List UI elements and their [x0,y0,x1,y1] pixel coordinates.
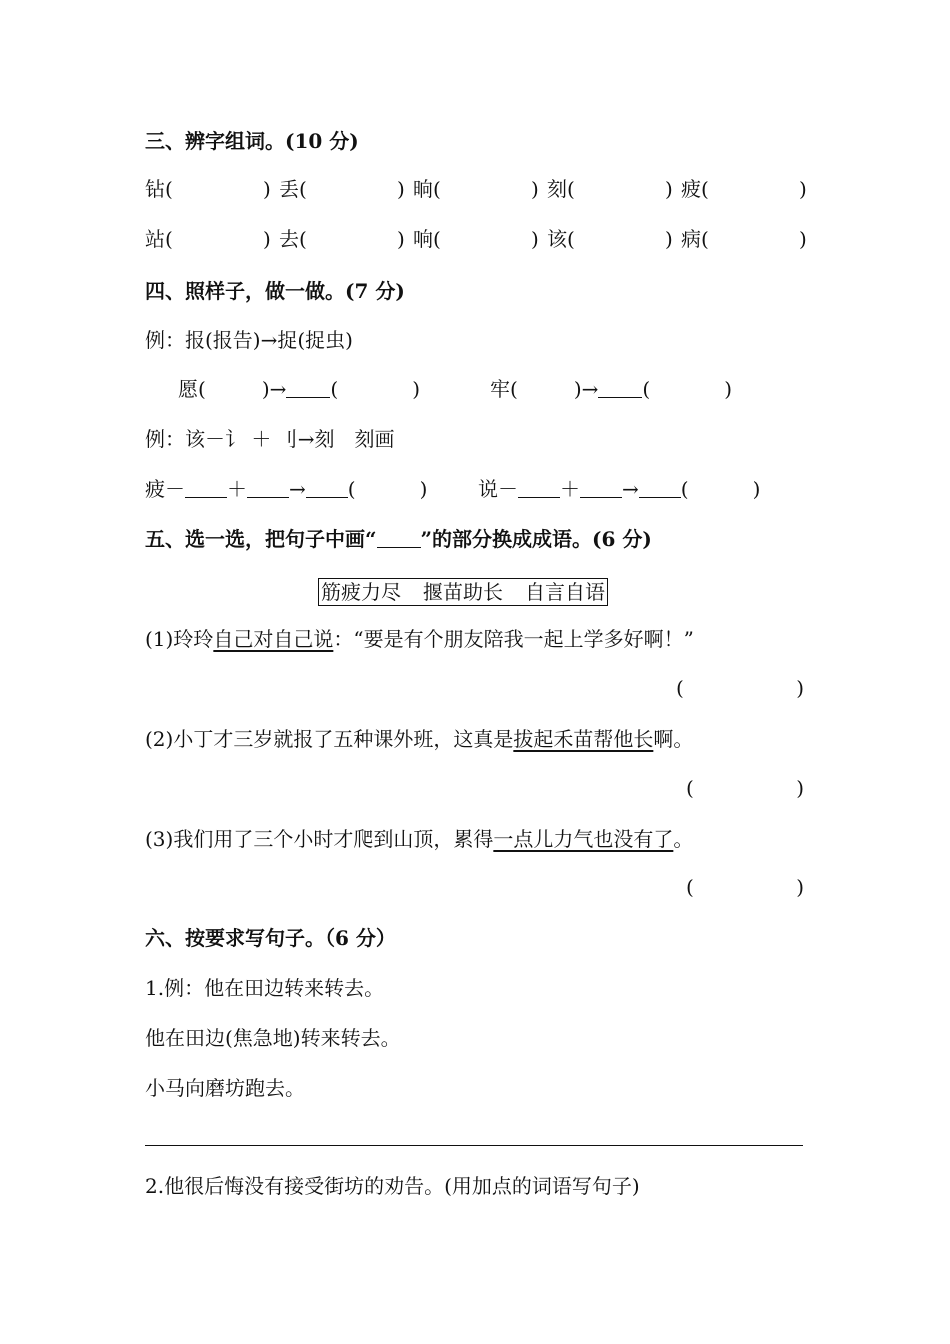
section4-item3: 疲－ ＋ → ( ) [145,477,428,501]
char-cell: 站( ) [145,227,271,251]
idiom-option: 筋疲力尽 [321,580,401,604]
section6-q1-task: 小马向磨坊跑去。 [145,1076,305,1100]
section4-example2: 例：该－讠 ＋ 刂→刻 刻画 [145,427,395,451]
section4-example1: 例：报(报告)→捉(捉虫) [145,328,353,352]
section5-heading: 五、选一选，把句子中画“ ”的部分换成成语。(6 分) [145,527,652,551]
char-cell: 晌( ) [413,177,539,201]
section6-q2: 2.他很后悔没有接受街坊的劝告。(用加点的词语写句子) [145,1174,640,1198]
section4-item1: 愿( )→ ( ) [178,377,421,401]
char-cell: 该( ) [547,227,673,251]
char-cell: 刻( ) [547,177,673,201]
section3-heading: 三、辨字组词。(10 分) [145,129,359,153]
char-cell: 响( ) [413,227,539,251]
char-cell: 去( ) [279,227,405,251]
idiom-options-box [318,578,608,606]
section4-item2: 牢( )→ ( ) [490,377,733,401]
section3-row1 [145,175,805,203]
idiom-option: 揠苗助长 [423,580,503,604]
answer-line [145,1145,803,1146]
idiom-option: 自言自语 [525,580,605,604]
sentence-2: (2)小丁才三岁就报了五种课外班，这真是拔起禾苗帮他长啊。 [145,727,694,751]
section4-item4: 说－ ＋ → ( ) [478,477,761,501]
section4-heading: 四、照样子，做一做。(7 分) [145,279,405,303]
char-cell: 病( ) [681,227,807,251]
sentence-1: (1)玲玲自己对自己说：“要是有个朋友陪我一起上学多好啊！” [145,627,694,651]
sentence-3: (3)我们用了三个小时才爬到山顶，累得一点儿力气也没有了。 [145,827,694,851]
section6-heading: 六、按要求写句子。（6 分） [145,926,396,950]
char-cell: 疲( ) [681,177,807,201]
section6-q1: 1.例：他在田边转来转去。 [145,976,385,1000]
section3-row2 [145,225,805,253]
section6-q1-example: 他在田边(焦急地)转来转去。 [145,1026,401,1050]
char-cell: 钻( ) [145,177,271,201]
char-cell: 丢( ) [279,177,405,201]
